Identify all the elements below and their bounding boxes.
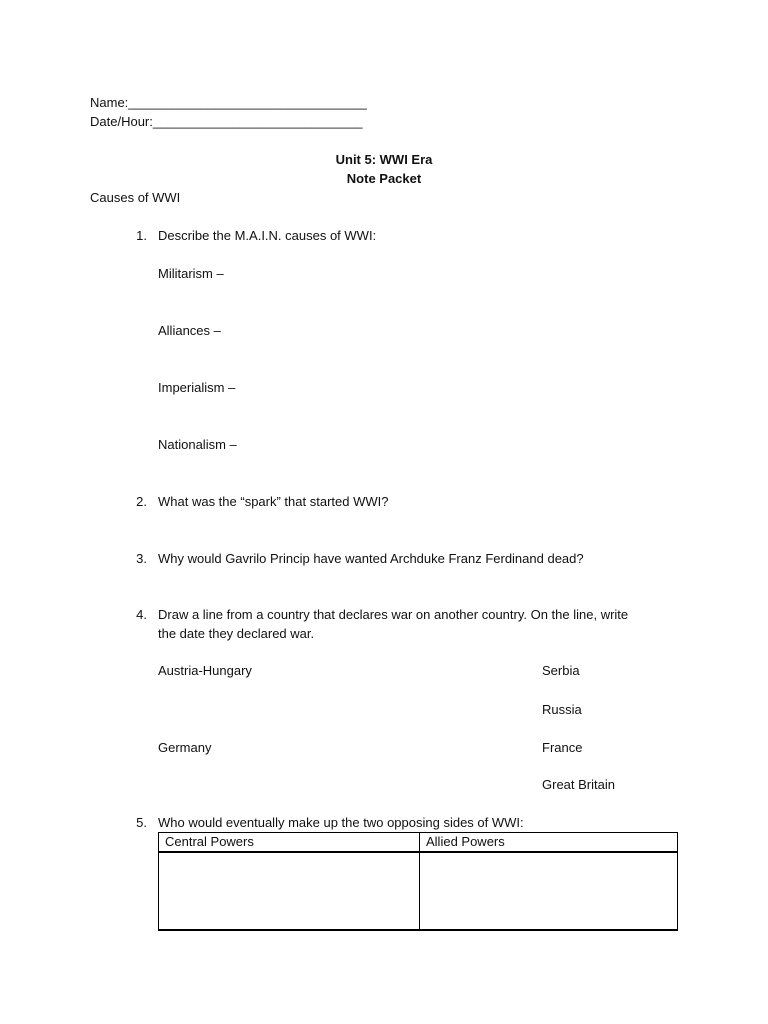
question-4-text: Draw a line from a country that declares war on another country. On the line, write xyxy=(158,607,629,622)
central-powers-header: Central Powers xyxy=(159,833,420,853)
country-great-britain: Great Britain xyxy=(542,777,615,792)
cause-militarism: Militarism – xyxy=(158,266,224,281)
cause-imperialism: Imperialism – xyxy=(158,380,236,395)
cause-nationalism: Nationalism – xyxy=(158,437,237,452)
name-field[interactable]: Name:_________________________________ xyxy=(90,95,367,110)
question-number: 3. xyxy=(136,551,147,566)
allied-powers-answer-cell[interactable] xyxy=(420,852,678,930)
cause-alliances: Alliances – xyxy=(158,323,221,338)
question-1-text: Describe the M.A.I.N. causes of WWI: xyxy=(158,228,377,243)
table-row xyxy=(159,852,678,930)
central-powers-answer-cell[interactable] xyxy=(159,852,420,930)
question-number: 1. xyxy=(136,228,147,243)
question-number: 5. xyxy=(136,815,147,830)
section-title: Causes of WWI xyxy=(90,190,181,205)
page-subtitle: Note Packet xyxy=(346,171,422,186)
country-austria-hungary: Austria-Hungary xyxy=(158,663,252,678)
question-2-text: What was the “spark” that started WWI? xyxy=(158,494,389,509)
country-russia: Russia xyxy=(542,702,582,717)
country-france: France xyxy=(542,740,583,755)
page-title: Unit 5: WWI Era xyxy=(335,152,433,167)
question-number: 4. xyxy=(136,607,147,622)
question-5-text: Who would eventually make up the two opposing sides of WWI: xyxy=(158,815,524,830)
allied-powers-header: Allied Powers xyxy=(420,833,678,853)
opposing-sides-table xyxy=(158,832,678,931)
question-3-text: Why would Gavrilo Princip have wanted Archduke Franz Ferdinand dead? xyxy=(158,551,584,566)
question-4-text-cont: the date they declared war. xyxy=(158,626,315,641)
table-header-row xyxy=(159,833,678,853)
date-hour-field[interactable]: Date/Hour:_____________________________ xyxy=(90,114,363,129)
country-germany: Germany xyxy=(158,740,212,755)
question-number: 2. xyxy=(136,494,147,509)
country-serbia: Serbia xyxy=(542,663,580,678)
